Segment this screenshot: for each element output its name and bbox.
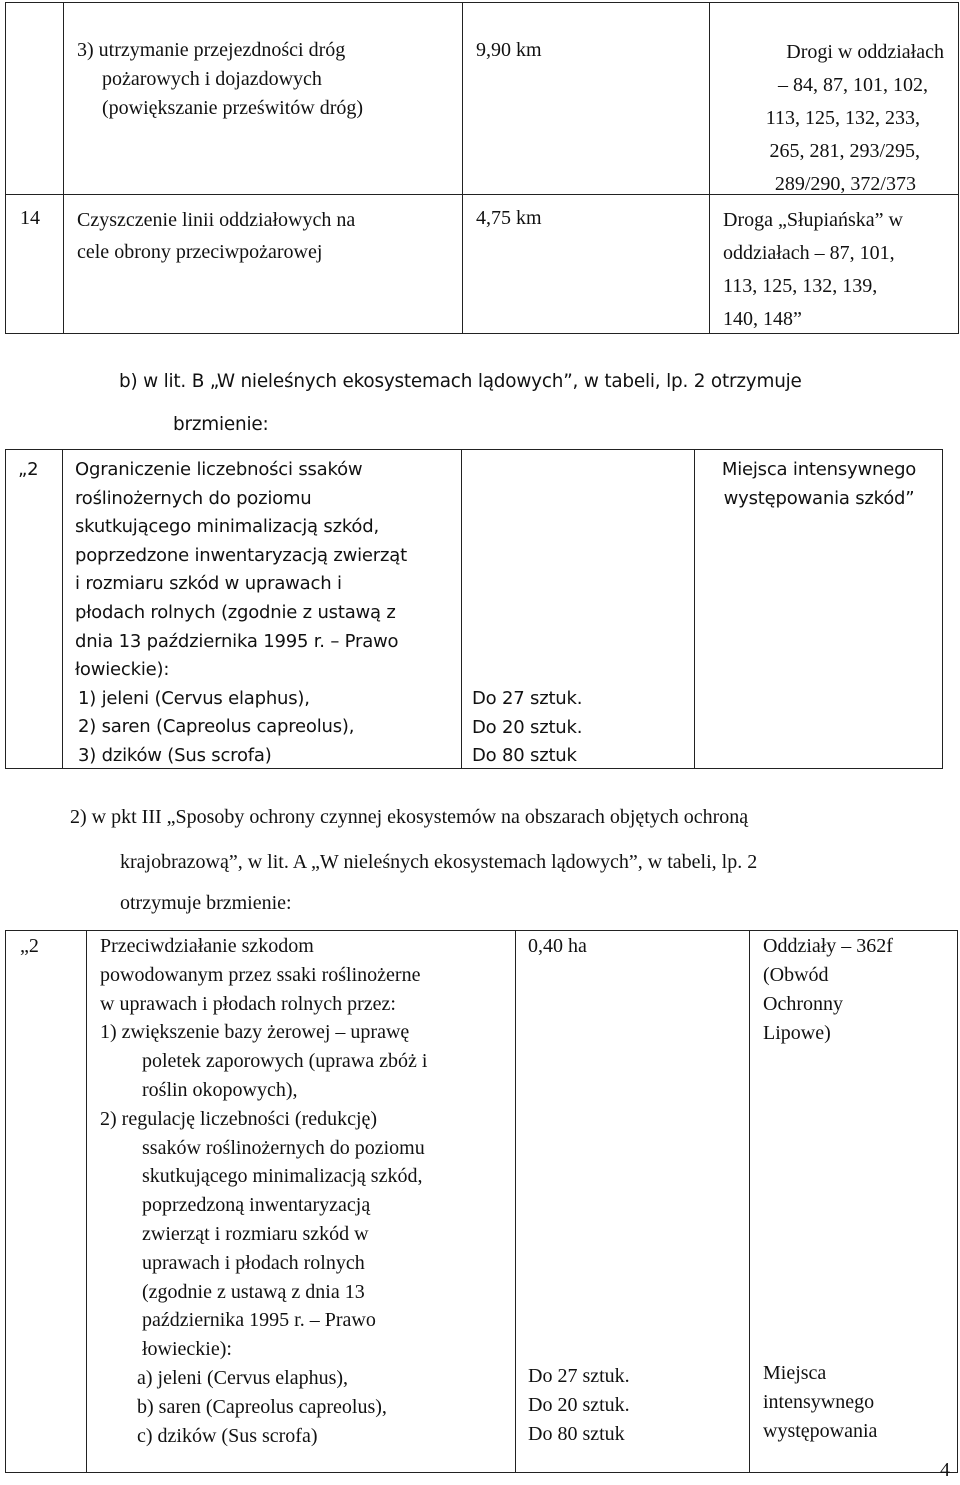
text-line: oddziałach – 87, 101, <box>723 242 895 264</box>
table-3-quantities <box>528 1362 630 1449</box>
quantity-value: Do 27 sztuk. <box>472 688 583 709</box>
table-2-divider <box>62 449 63 769</box>
text-line: 140, 148” <box>723 308 802 330</box>
text-line: (Obwód <box>763 964 829 986</box>
species-item: b) saren (Capreolus capreolus), <box>137 1395 387 1418</box>
table-2-location <box>696 456 942 513</box>
table-1-row-a-location <box>700 36 944 201</box>
text-line: Przeciwdziałanie szkodom <box>100 935 314 957</box>
amendment-2-paragraph <box>70 803 757 918</box>
page-number-text: 4 <box>940 1459 950 1481</box>
text-line: skutkującego minimalizacją szkód, <box>142 1165 423 1188</box>
text-line: 4,75 km <box>476 207 542 229</box>
text-line: Miejsca <box>763 1362 827 1384</box>
table-1-divider <box>63 2 64 334</box>
table-2-description <box>75 456 407 771</box>
text-line: Drogi w oddziałach <box>786 41 944 63</box>
quantity-value: Do 80 sztuk <box>472 745 577 767</box>
table-1-row-b-location <box>723 204 903 336</box>
text-line: występowania <box>763 1420 878 1442</box>
species-item: a) jeleni (Cervus elaphus), <box>137 1366 349 1389</box>
text-line: poprzedzoną inwentaryzacją <box>142 1194 371 1217</box>
text-line: (powiększanie prześwitów dróg) <box>102 97 364 119</box>
text-line: płodach rolnych (zgodnie z ustawą z <box>75 601 396 623</box>
text-line: b) w lit. B „W nieleśnych ekosystemach lądowych”, w tabeli, lp. 2 otrzymuje <box>119 371 802 392</box>
text-line: 289/290, 372/373 <box>774 173 916 195</box>
quantity-value: Do 80 sztuk <box>528 1423 625 1445</box>
table-1-row-b-number <box>20 204 40 233</box>
table-1-row-b-quantity <box>476 204 542 233</box>
text-line: poletek zaporowych (uprawa zbóż i <box>142 1050 428 1073</box>
row-number: 14 <box>20 207 40 229</box>
species-item: 3) dzików (Sus scrofa) <box>78 744 272 766</box>
text-line: i rozmiaru szkód w uprawach i <box>75 573 342 595</box>
text-line: otrzymuje brzmienie: <box>120 892 292 914</box>
page-number <box>940 1456 950 1485</box>
text-line: Czyszczenie linii oddziałowych na <box>77 209 356 231</box>
table-1-divider <box>462 2 463 334</box>
table-2-divider <box>694 449 695 769</box>
text-line: zwierząt i rozmiaru szkód w <box>142 1222 369 1245</box>
species-item: 1) jeleni (Cervus elaphus), <box>78 687 310 709</box>
text-line: Droga „Słupiańska” w <box>723 209 903 231</box>
text-line: 113, 125, 132, 139, <box>723 275 878 297</box>
text-line: skutkującego minimalizacją szkód, <box>75 516 379 538</box>
list-item-label: 2) regulację liczebności (redukcję) <box>100 1107 378 1130</box>
text-line: powodowanym przez ssaki roślinożerne <box>100 963 421 986</box>
text-line: Miejsca intensywnego <box>721 459 917 480</box>
table-3-divider <box>515 930 516 1473</box>
quantity-value: Do 20 sztuk. <box>528 1394 630 1416</box>
amendment-b-paragraph <box>119 367 802 440</box>
text-line: pożarowych i dojazdowych <box>102 68 322 90</box>
text-line: 9,90 km <box>476 39 542 61</box>
text-line: uprawach i płodach rolnych <box>142 1251 365 1274</box>
row-number: „2 <box>18 459 39 480</box>
species-item: 2) saren (Capreolus capreolus), <box>78 716 355 738</box>
area-value: 0,40 ha <box>528 935 587 957</box>
text-line: dnia 13 października 1995 r. – Prawo <box>75 630 399 652</box>
row-number: „2 <box>20 935 39 957</box>
table-1-row-a-description <box>77 36 363 123</box>
text-line: w uprawach i płodach rolnych przez: <box>100 992 396 1015</box>
text-line: roślin okopowych), <box>142 1078 298 1101</box>
table-3-divider <box>749 930 750 1473</box>
text-line: łowieckie): <box>75 659 170 681</box>
quantity-value: Do 20 sztuk. <box>472 716 583 738</box>
text-line: 2) w pkt III „Sposoby ochrony czynnej ekosystemów na obszarach objętych ochroną <box>70 806 749 828</box>
text-line: intensywnego <box>763 1391 875 1413</box>
text-line: października 1995 r. – Prawo <box>142 1309 376 1332</box>
text-line: łowieckie): <box>142 1338 232 1361</box>
text-line: cele obrony przeciwpożarowej <box>77 241 323 263</box>
table-1-row-b-description <box>77 204 355 268</box>
text-line: roślinożernych do poziomu <box>75 487 312 509</box>
text-line: 3) utrzymanie przejezdności dróg <box>77 39 346 61</box>
quantity-value: Do 27 sztuk. <box>528 1365 630 1387</box>
table-3-number <box>20 932 39 961</box>
text-line: brzmienie: <box>173 414 269 435</box>
text-line: 265, 281, 293/295, <box>769 140 920 162</box>
species-item: c) dzików (Sus scrofa) <box>137 1424 318 1447</box>
text-line: Ochronny <box>763 993 843 1015</box>
table-3-location-top <box>763 932 893 1048</box>
text-line: Lipowe) <box>763 1022 831 1044</box>
table-3-description <box>100 932 427 1450</box>
text-line: (zgodnie z ustawą z dnia 13 <box>142 1280 365 1303</box>
table-2-number <box>18 456 38 485</box>
table-1-row-a-quantity <box>476 36 542 65</box>
text-line: występowania szkód” <box>723 487 915 509</box>
text-line: – 84, 87, 101, 102, <box>778 74 928 96</box>
table-2-divider <box>461 449 462 769</box>
text-line: Ograniczenie liczebności ssaków <box>75 459 363 480</box>
text-line: krajobrazową”, w lit. A „W nieleśnych ekosystemach lądowych”, w tabeli, lp. 2 <box>120 851 758 873</box>
list-item-label: 1) zwiększenie bazy żerowej – uprawę <box>100 1021 410 1044</box>
table-3-divider <box>86 930 87 1473</box>
table-3-area <box>528 932 587 961</box>
table-3-location-bottom <box>763 1359 877 1446</box>
text-line: poprzedzone inwentaryzacją zwierząt <box>75 544 407 566</box>
text-line: 113, 125, 132, 233, <box>765 107 920 129</box>
table-2-quantities <box>472 685 582 771</box>
text-line: ssaków roślinożernych do poziomu <box>142 1136 425 1159</box>
text-line: Oddziały – 362f <box>763 935 893 957</box>
